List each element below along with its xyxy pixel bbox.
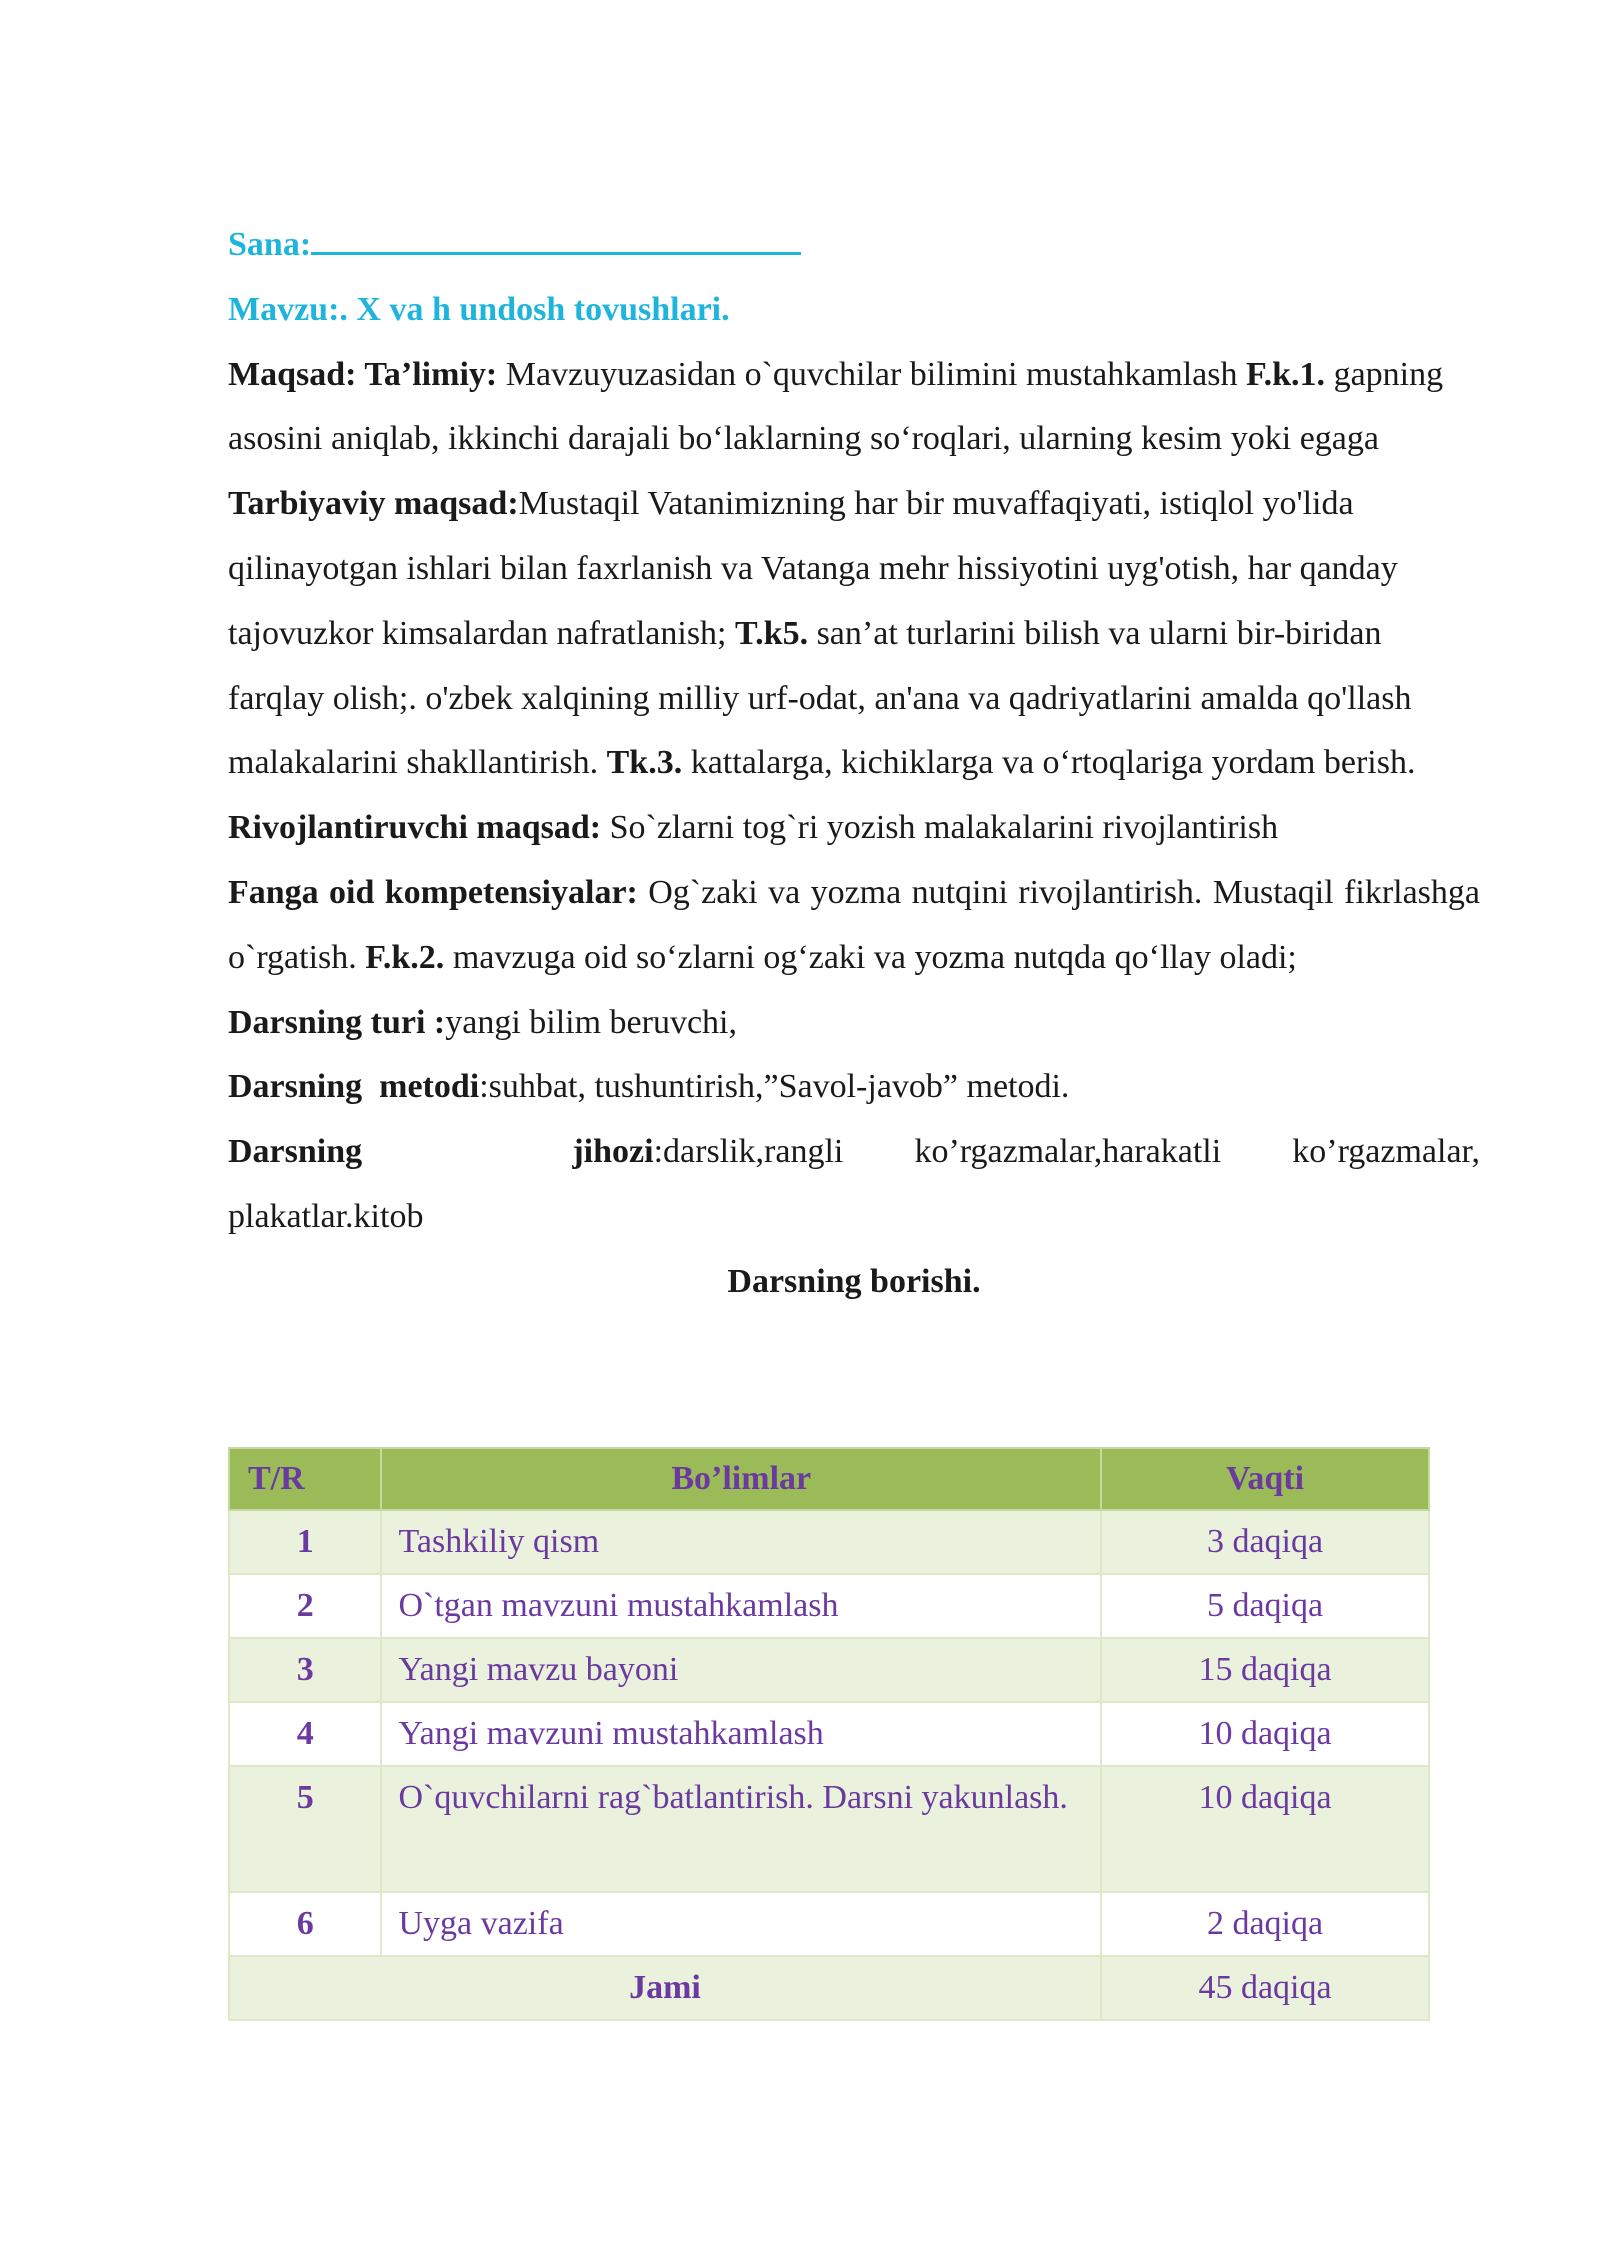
row-name: Tashkiliy qism — [381, 1510, 1101, 1574]
jihozi-label-1: Darsning — [228, 1133, 363, 1171]
turi-label: Darsning turi : — [228, 1003, 446, 1041]
sana-blank — [311, 212, 801, 255]
metodi-text: :suhbat, tushuntirish,”Savol-javob” metodi. — [479, 1068, 1070, 1106]
tk3-text: kattalarga, kichiklarga va o‘rtoqlariga yordam berish. — [682, 744, 1416, 782]
rivoj-paragraph — [228, 796, 1480, 861]
row-number: 3 — [296, 1651, 314, 1688]
table-row — [229, 1638, 1429, 1702]
fanga-label: Fanga oid kompetensiyalar: — [228, 873, 638, 911]
document-page — [228, 212, 1480, 1315]
tk5-label: T.k5. — [735, 614, 809, 652]
row-time: 2 daqiqa — [1101, 1892, 1429, 1956]
rivoj-text: So`zlarni tog`ri yozish malakalarini rivojlantirish — [601, 809, 1279, 847]
jihozi-label-2: jihozi — [572, 1133, 654, 1171]
total-label: Jami — [229, 1956, 1101, 2020]
total-time: 45 daqiqa — [1101, 1956, 1429, 2020]
maqsad-paragraph — [228, 343, 1480, 797]
table-row — [229, 1766, 1429, 1892]
row-name: Yangi mavzuni mustahkamlash — [381, 1702, 1101, 1766]
fanga-text: Og`zaki va yozma nutqini rivojlantirish. Mustaqil fikrlashga o`rgatish. — [228, 873, 1481, 976]
table-header-row — [229, 1448, 1429, 1510]
row-name: Yangi mavzu bayoni — [381, 1638, 1101, 1702]
row-time: 3 daqiqa — [1101, 1510, 1429, 1574]
tk3-label: Tk.3. — [606, 744, 683, 782]
table-total-row — [229, 1956, 1429, 2020]
metodi-line — [228, 1055, 1480, 1120]
row-name: O`tgan mavzuni mustahkamlash — [381, 1574, 1101, 1638]
header-vaqti: Vaqti — [1101, 1448, 1429, 1510]
maqsad-text2: gapning asosini aniqlab, ikkinchi darajali bo‘laklarning so‘roqlari, ularning kesim yoki egaga — [228, 355, 1444, 458]
jihozi-text: :darslik,rangli ko’rgazmalar,harakatli ko’rgazmalar, plakatlar.kitob — [228, 1133, 1481, 1235]
row-time: 10 daqiqa — [1101, 1766, 1429, 1892]
table-row — [229, 1574, 1429, 1638]
fk1-label: F.k.1. — [1246, 355, 1326, 393]
table-row — [229, 1702, 1429, 1766]
sana-line — [228, 212, 1480, 278]
rivoj-label: Rivojlantiruvchi maqsad: — [228, 809, 602, 847]
fk2-text: mavzuga oid so‘zlarni og‘zaki va yozma nutqda qo‘llay oladi; — [444, 938, 1297, 976]
turi-text: yangi bilim beruvchi, — [445, 1003, 738, 1041]
fanga-paragraph — [228, 861, 1480, 991]
row-number: 1 — [296, 1523, 314, 1560]
row-name: Uyga vazifa — [381, 1892, 1101, 1956]
fk2-label: F.k.2. — [365, 938, 445, 976]
tarbiyaviy-text: Mustaqil Vatanimizning har bir muvaffaqiyati, istiqlol yo'lida qilinayotgan ishlari bilan faxrlanish va Vatanga mehr hissiyotini uyg'otish, har qanday tajovuzkor kimsalardan nafratlanish; — [228, 485, 1398, 652]
table-row — [229, 1510, 1429, 1574]
row-number: 2 — [296, 1587, 314, 1624]
row-number: 6 — [296, 1905, 314, 1942]
metodi-label: Darsning metodi — [228, 1068, 480, 1106]
maqsad-text1: Mavzuyuzasidan o`quvchilar bilimini mustahkamlash — [497, 355, 1246, 393]
jihozi-paragraph — [228, 1120, 1480, 1250]
darsning-borishi-title: Darsning borishi. — [727, 1262, 981, 1300]
sana-label: Sana: — [228, 226, 312, 263]
row-time: 10 daqiqa — [1101, 1702, 1429, 1766]
mavzu-line: Mavzu:. X va h undosh tovushlari. — [228, 290, 730, 328]
header-bolimlar: Bo’limlar — [381, 1448, 1101, 1510]
row-time: 5 daqiqa — [1101, 1574, 1429, 1638]
turi-line — [228, 991, 1480, 1056]
tarbiyaviy-label: Tarbiyaviy maqsad: — [228, 485, 519, 523]
tk5-text: san’at turlarini bilish va ularni bir-biridan farqlay olish;. o'zbek xalqining milliy urf-odat, an'ana va qadriyatlarini amalda qo'llash malakalarini shakllantirish. — [228, 614, 1412, 782]
header-tr: T/R — [229, 1448, 381, 1510]
row-time: 15 daqiqa — [1101, 1638, 1429, 1702]
maqsad-label: Maqsad: Ta’limiy: — [228, 355, 498, 393]
table-row — [229, 1892, 1429, 1956]
lesson-plan-table — [228, 1447, 1430, 2021]
row-number: 4 — [296, 1715, 314, 1752]
row-number: 5 — [296, 1779, 314, 1816]
row-name: O`quvchilarni rag`batlantirish. Darsni yakunlash. — [381, 1766, 1101, 1892]
